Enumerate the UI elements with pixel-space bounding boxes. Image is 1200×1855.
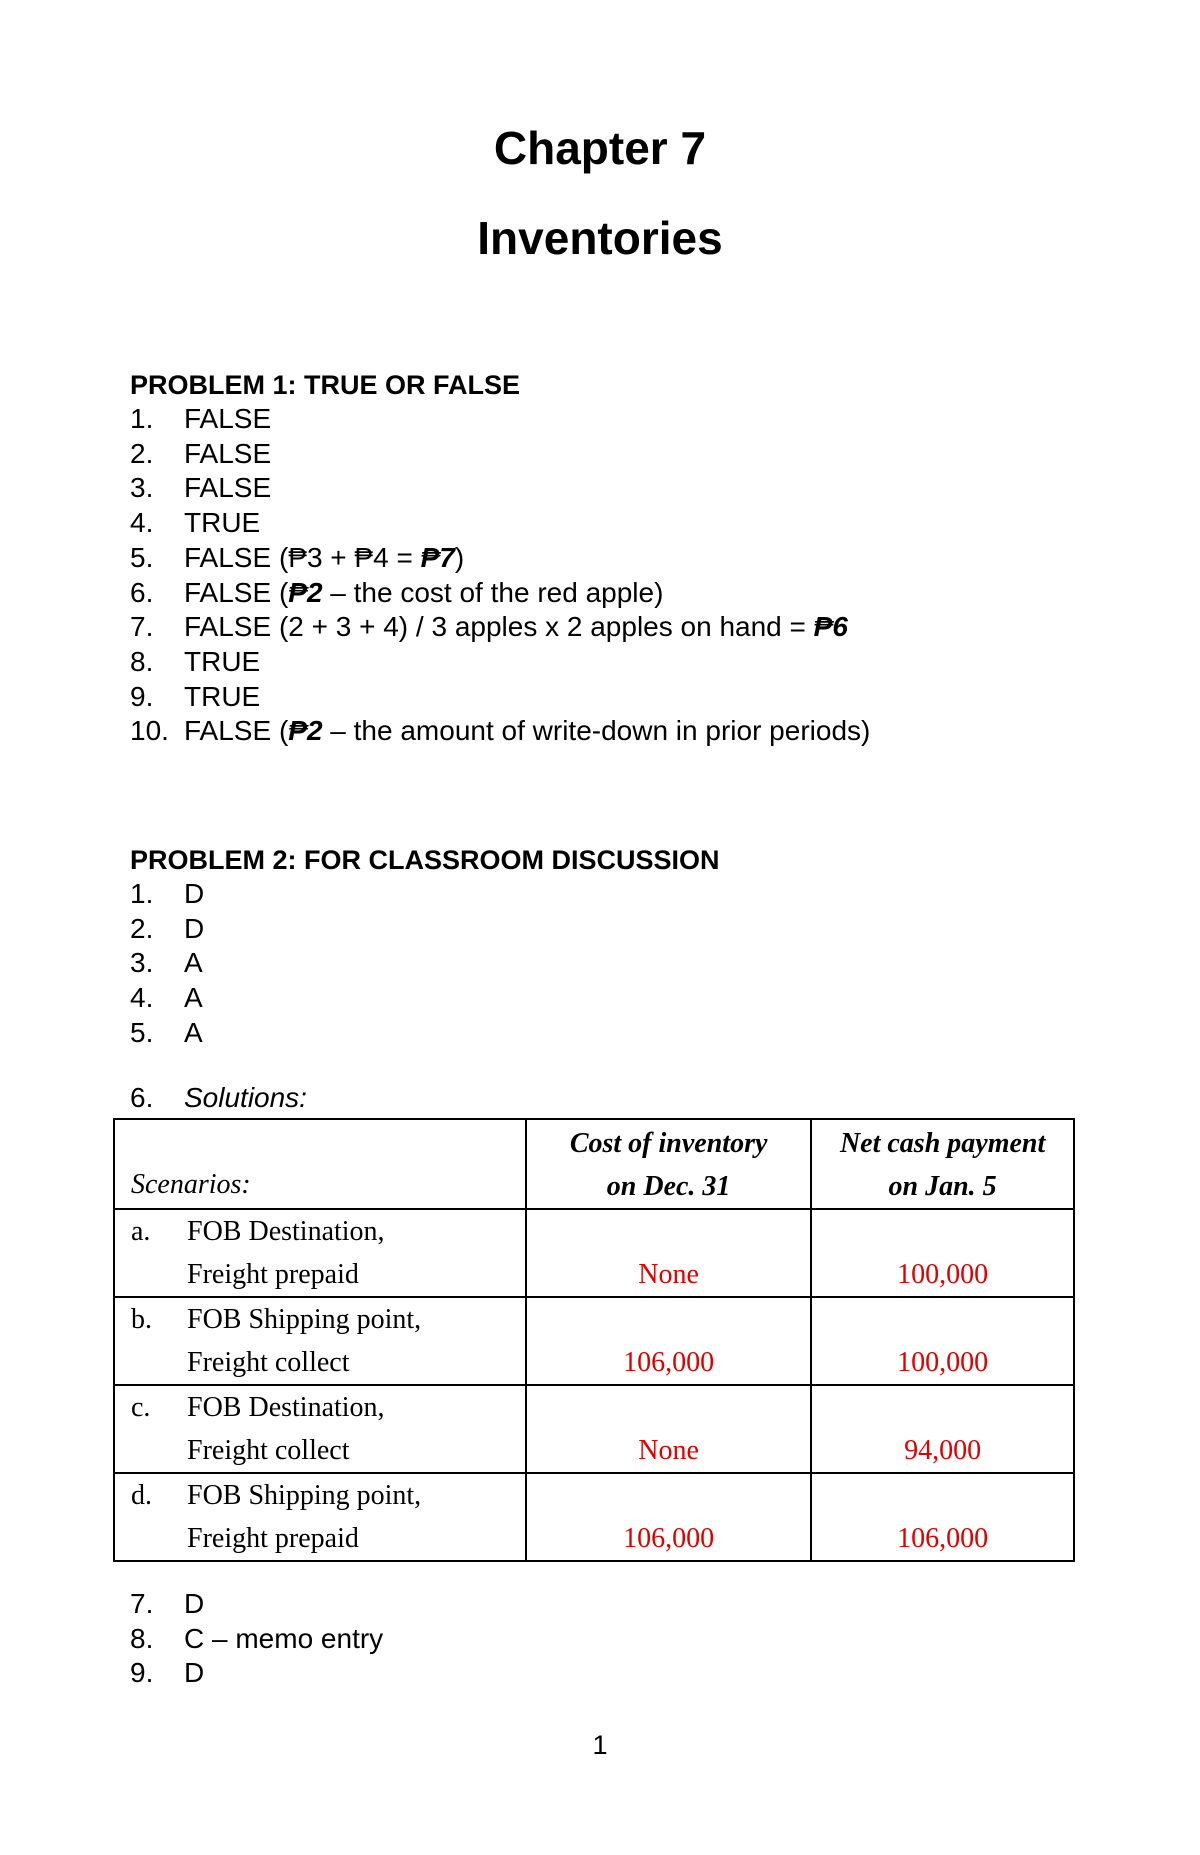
answer-emphasis: ₱2 <box>288 576 323 608</box>
item-number: 2. <box>130 912 154 944</box>
table-row <box>114 1209 1074 1297</box>
list-item <box>130 1081 307 1116</box>
list-item <box>130 402 870 437</box>
answer-text-suffix: – the amount of write-down in prior periods) <box>322 715 871 747</box>
answer-text: A <box>184 947 203 979</box>
item-number: 3. <box>130 472 154 504</box>
net-cash-header <box>811 1119 1074 1209</box>
cost-header-line1: Cost of inventory <box>569 1128 768 1159</box>
scenario-line1: FOB Destination, <box>187 1216 385 1247</box>
page-number: 1 <box>592 1730 608 1760</box>
answer-emphasis: ₱2 <box>288 715 323 747</box>
list-item <box>130 1016 204 1051</box>
scenario-line1: FOB Shipping point, <box>187 1304 422 1335</box>
problem2-heading: PROBLEM 2: FOR CLASSROOM DISCUSSION <box>130 845 720 875</box>
net-value: 106,000 <box>811 1473 1074 1561</box>
chapter-subtitle: Inventories <box>477 212 723 264</box>
answer-text: FALSE <box>184 403 272 434</box>
answer-text: FALSE <box>184 437 272 469</box>
item-number: 1. <box>130 403 154 434</box>
scenario-letter: c. <box>131 1392 151 1423</box>
cost-header-line2: on Dec. 31 <box>606 1171 731 1202</box>
problem1-heading: PROBLEM 1: TRUE OR FALSE <box>130 370 521 400</box>
answer-text: A <box>184 982 203 1014</box>
list-item <box>130 981 204 1016</box>
cost-value: 106,000 <box>526 1473 811 1561</box>
list-item <box>130 714 870 749</box>
cost-value: 106,000 <box>526 1297 811 1385</box>
scenario-line2: Freight prepaid <box>187 1523 359 1554</box>
list-item <box>130 1587 383 1622</box>
scenario-line1: FOB Shipping point, <box>187 1480 422 1511</box>
solutions-table <box>113 1118 1075 1562</box>
scenario-line2: Freight collect <box>187 1435 350 1466</box>
scenario-letter: d. <box>131 1480 152 1511</box>
answer-text: FALSE (2 + 3 + 4) / 3 apples x 2 apples on hand = <box>184 611 814 643</box>
list-item <box>130 1656 383 1691</box>
list-item <box>130 471 870 506</box>
problem2-answer-list-continued <box>130 1587 383 1691</box>
answer-text: TRUE <box>184 645 261 677</box>
scenario-line2: Freight collect <box>187 1347 350 1378</box>
answer-text-suffix: – the cost of the red apple) <box>322 576 664 608</box>
answer-text: FALSE ( <box>184 576 289 608</box>
item-number: 9. <box>130 680 154 712</box>
item-number: 7. <box>130 1588 154 1619</box>
item-number: 5. <box>130 541 154 573</box>
scenario-cell <box>114 1297 526 1385</box>
scenario-cell <box>114 1473 526 1561</box>
item-number: 3. <box>130 947 154 979</box>
table-row <box>114 1297 1074 1385</box>
list-item <box>130 912 204 947</box>
item-number: 8. <box>130 1622 154 1654</box>
net-value: 100,000 <box>811 1297 1074 1385</box>
problem2-item6 <box>130 1081 307 1116</box>
scenario-line1: FOB Destination, <box>187 1392 385 1423</box>
list-item <box>130 541 870 576</box>
problem2-answer-list <box>130 877 204 1051</box>
item-number: 2. <box>130 437 154 469</box>
list-item <box>130 437 870 472</box>
list-item <box>130 576 870 611</box>
scenario-cell <box>114 1385 526 1473</box>
solutions-label: Solutions: <box>184 1082 307 1113</box>
item-number: 6. <box>130 1082 154 1113</box>
item-number: 1. <box>130 878 154 909</box>
answer-text-suffix: ) <box>454 541 465 573</box>
list-item <box>130 645 870 680</box>
answer-text: D <box>184 1588 205 1619</box>
item-number: 9. <box>130 1657 154 1689</box>
net-header-line2: on Jan. 5 <box>888 1171 997 1202</box>
answer-text: D <box>184 1657 205 1689</box>
cost-inventory-header <box>526 1119 811 1209</box>
list-item <box>130 610 870 645</box>
scenarios-header: Scenarios: <box>114 1119 526 1209</box>
answer-text: TRUE <box>184 680 261 712</box>
answer-text: D <box>184 912 205 944</box>
scenario-letter: b. <box>131 1304 152 1335</box>
answer-text: TRUE <box>184 507 261 539</box>
answer-text: D <box>184 878 205 909</box>
item-number: 8. <box>130 645 154 677</box>
scenario-letter: a. <box>131 1216 151 1247</box>
chapter-title: Chapter 7 <box>493 122 707 174</box>
scenario-line2: Freight prepaid <box>187 1259 359 1290</box>
answer-text: C – memo entry <box>184 1622 384 1654</box>
item-number: 7. <box>130 611 154 643</box>
item-number: 6. <box>130 576 154 608</box>
table-header-row <box>114 1119 1074 1209</box>
answer-text: A <box>184 1016 203 1048</box>
scenario-cell <box>114 1209 526 1297</box>
net-header-line1: Net cash payment <box>839 1128 1046 1159</box>
answer-text: FALSE <box>184 472 272 504</box>
table-row <box>114 1473 1074 1561</box>
item-number: 4. <box>130 507 154 539</box>
list-item <box>130 680 870 715</box>
item-number: 4. <box>130 982 154 1014</box>
list-item <box>130 877 204 912</box>
item-number: 5. <box>130 1016 154 1048</box>
net-value: 94,000 <box>811 1385 1074 1473</box>
table-row <box>114 1385 1074 1473</box>
list-item <box>130 506 870 541</box>
list-item <box>130 946 204 981</box>
item-number: 10. <box>130 715 169 747</box>
answer-emphasis: ₱7 <box>420 541 455 573</box>
list-item <box>130 1622 383 1657</box>
answer-text: FALSE (₱3 + ₱4 = <box>184 541 421 573</box>
cost-value: None <box>526 1385 811 1473</box>
net-value: 100,000 <box>811 1209 1074 1297</box>
problem1-answer-list <box>130 402 870 749</box>
cost-value: None <box>526 1209 811 1297</box>
answer-text: FALSE ( <box>184 715 289 747</box>
answer-emphasis: ₱6 <box>813 611 848 643</box>
